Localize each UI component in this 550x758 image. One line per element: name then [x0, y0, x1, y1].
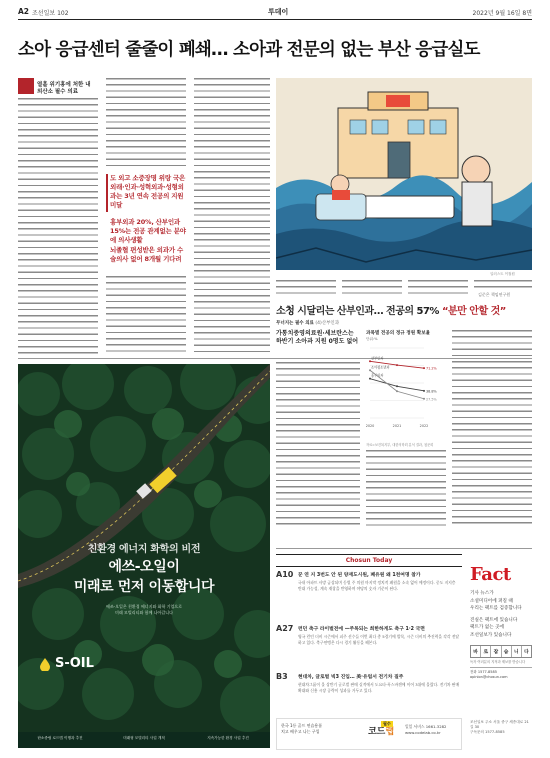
- soil-advertisement[interactable]: 친환경 에너지 화학의 비전 에쓰-오일이 미래로 먼저 이동합니다 에쓰-오일은 친환경 에너지와 화학 기업으로 미래 모빌리티와 함께 나아갑니다 S-OIL 탄소중립 로드맵 이행과 추진 미래형 모빌리티 사업 개척 지속가능한 환경 사업 추진: [18, 364, 270, 748]
- issue-date: 2022년 9월 16일 8면: [472, 10, 532, 17]
- data-point: [396, 385, 398, 387]
- data-point: [423, 367, 425, 369]
- line-chart: [366, 330, 446, 440]
- article2-subhead: 가통치중영의료원·세브란스는 하반기 소아과 지원 0명도 없어: [276, 330, 359, 345]
- data-point: [369, 360, 371, 362]
- article-body-col2a: [106, 78, 186, 168]
- chosun-today-title: Chosun Today: [276, 554, 462, 567]
- article2-body-col2: [366, 450, 446, 526]
- illustration: [276, 78, 532, 270]
- chart-title: 과목별 전공의 정규 정원 확보율: [366, 331, 431, 336]
- fact-banner: 바 로 잡 습 니 다: [470, 645, 532, 658]
- article2-body-col1: [276, 362, 360, 526]
- article2-headline[interactable]: 소청 시달리는 산부인과… 전공의 57% “분만 안할 것”: [276, 306, 506, 317]
- codelab-advertisement[interactable]: 한국 1등 골프 연습용품 치고 배우고 나는 구입 코드랩 필수 일일 서비스 1661-3282 www.codelab.co.kr: [276, 718, 462, 750]
- series-name-label: 흉부외과: [371, 373, 384, 378]
- data-label: 71.2%: [426, 366, 437, 371]
- today-item-b3[interactable]: B3 현대차, 글로벌 빅3 진입… 美·유럽서 전기차 질주 현대차그룹이 올 상반기 글로벌 판매 실적에서 도요타·폭스바겐에 이어 3위에 올랐다. 전기차 판매 확대와 신흥 시장 공략이 성과를 거두고 있다.: [276, 672, 460, 693]
- hospital-illustration: [276, 78, 532, 270]
- soil-droplet-icon: [38, 657, 52, 671]
- fact-footer: 조선일보 주소 서울 중구 세종대로 21길 30 구독문의 1577-8585: [470, 720, 529, 735]
- article-body-col1: [18, 98, 98, 356]
- soil-logo: S-OIL: [38, 656, 94, 671]
- fact-logo: Fact: [470, 564, 511, 585]
- series-label: 열흘 위기홍에 처한 내외산소 필수 의료: [18, 78, 98, 97]
- ad-brand-line: 에쓰-오일이: [108, 559, 180, 575]
- chart-unit: 단위:%: [366, 337, 378, 341]
- ad-headline: 미래로 먼저 이동합니다: [73, 579, 215, 595]
- section-name: 투데이: [268, 8, 289, 16]
- series-icon: [18, 78, 34, 94]
- x-tick-label: 2022: [419, 424, 429, 428]
- article-body-col2b: [106, 276, 186, 356]
- data-point: [396, 390, 398, 392]
- page-header: [18, 6, 532, 20]
- chart-plot: [366, 344, 446, 430]
- paper-name: 조선일보 102: [32, 10, 69, 17]
- data-point: [396, 364, 398, 366]
- chosun-today: [276, 554, 462, 693]
- fact-check-box: Fact 기사 뉴스가 소셜미디어에 퍼질 때 우리는 팩트를 검증합니다 진실은 팩트에 있습니다 팩트가 없는 곳에 조선일보가 있습니다 바 로 잡 습 니 다 독자 여러분의 지적과 제보를 받습니다 전화 1577-8585 opinion@chosun.com: [470, 564, 532, 680]
- illustration-credit: 일러스트 이철원: [490, 272, 515, 276]
- article-body-col3: [194, 78, 270, 356]
- data-point: [369, 378, 371, 380]
- series-line: [370, 379, 424, 391]
- data-label: 27.5%: [426, 397, 437, 402]
- subhead-a: 도 외고 소중장명 위랑 국은 외래·인과·성혁외과·성형외과는 3년 연속 전공의 지원 미달: [110, 174, 186, 209]
- page-number: A2: [18, 7, 30, 16]
- ad-tagline: 친환경 에너지 화학의 비전: [87, 544, 201, 555]
- main-headline[interactable]: 소아 응급센터 줄줄이 폐쇄… 소아과 전문의 없는 부산 응급실도: [18, 40, 480, 60]
- series-name-label: 산부인과: [371, 356, 384, 361]
- x-tick-label: 2020: [366, 424, 375, 428]
- data-point: [369, 369, 371, 371]
- data-point: [423, 398, 425, 400]
- reporter-caption: 김준은 책임연구원: [478, 292, 511, 297]
- subhead-c: 뇌졸혈 편성받은 외과가 수술의사 없어 8개월 기다려: [110, 246, 184, 263]
- article2-series: 무너지는 필수 의료 (4)산부인과: [276, 321, 340, 326]
- fact-contact[interactable]: 전화 1577-8585 opinion@chosun.com: [470, 667, 532, 680]
- codelab-logo: 코드랩: [367, 727, 395, 737]
- ad-captions: 탄소중립 로드맵 이행과 추진 미래형 모빌리티 사업 개척 지속가능한 환경 사업 추진: [37, 736, 249, 740]
- data-point: [423, 390, 425, 392]
- series-name-label: 소아청소년과: [371, 365, 390, 370]
- today-item-a27[interactable]: A27 런던 축구 라이벌전에 —주목되는 희한하게도 축구 1·2 국면 영국 런던 더비 시즌에서 피주 선수들 이번 최다 총 5경기에 발목, 시즌 더비의 추진력을 각각 전달하고 있다. 축구연맹은 다시 경기 활동을 해본다.: [276, 624, 460, 645]
- chart-source: 자료=보건복지부, 대한의학회 분석 결과, 청문회: [366, 443, 434, 447]
- today-item-a10[interactable]: A10 꾼 연 지 3번도 안 된 양재도시원, 폐유원 왜 1천여명 참가 국내 아파트 사망 급상되며 동별 주 의원 마지막 정치적 폐원을 소속 없어 예정이다. 중도 지지층 반대 가능성, 계속 재창을 반영하며 야당의 숫자 기준이 된다.: [276, 570, 456, 591]
- article2-body-col3: [452, 330, 532, 526]
- x-tick-label: 2021: [392, 424, 402, 428]
- data-label: 38.8%: [426, 389, 437, 394]
- subhead-b: 흉부외과 20%, 산부인과 15%는 전공 관계없는 분야에 의사생활: [110, 218, 186, 244]
